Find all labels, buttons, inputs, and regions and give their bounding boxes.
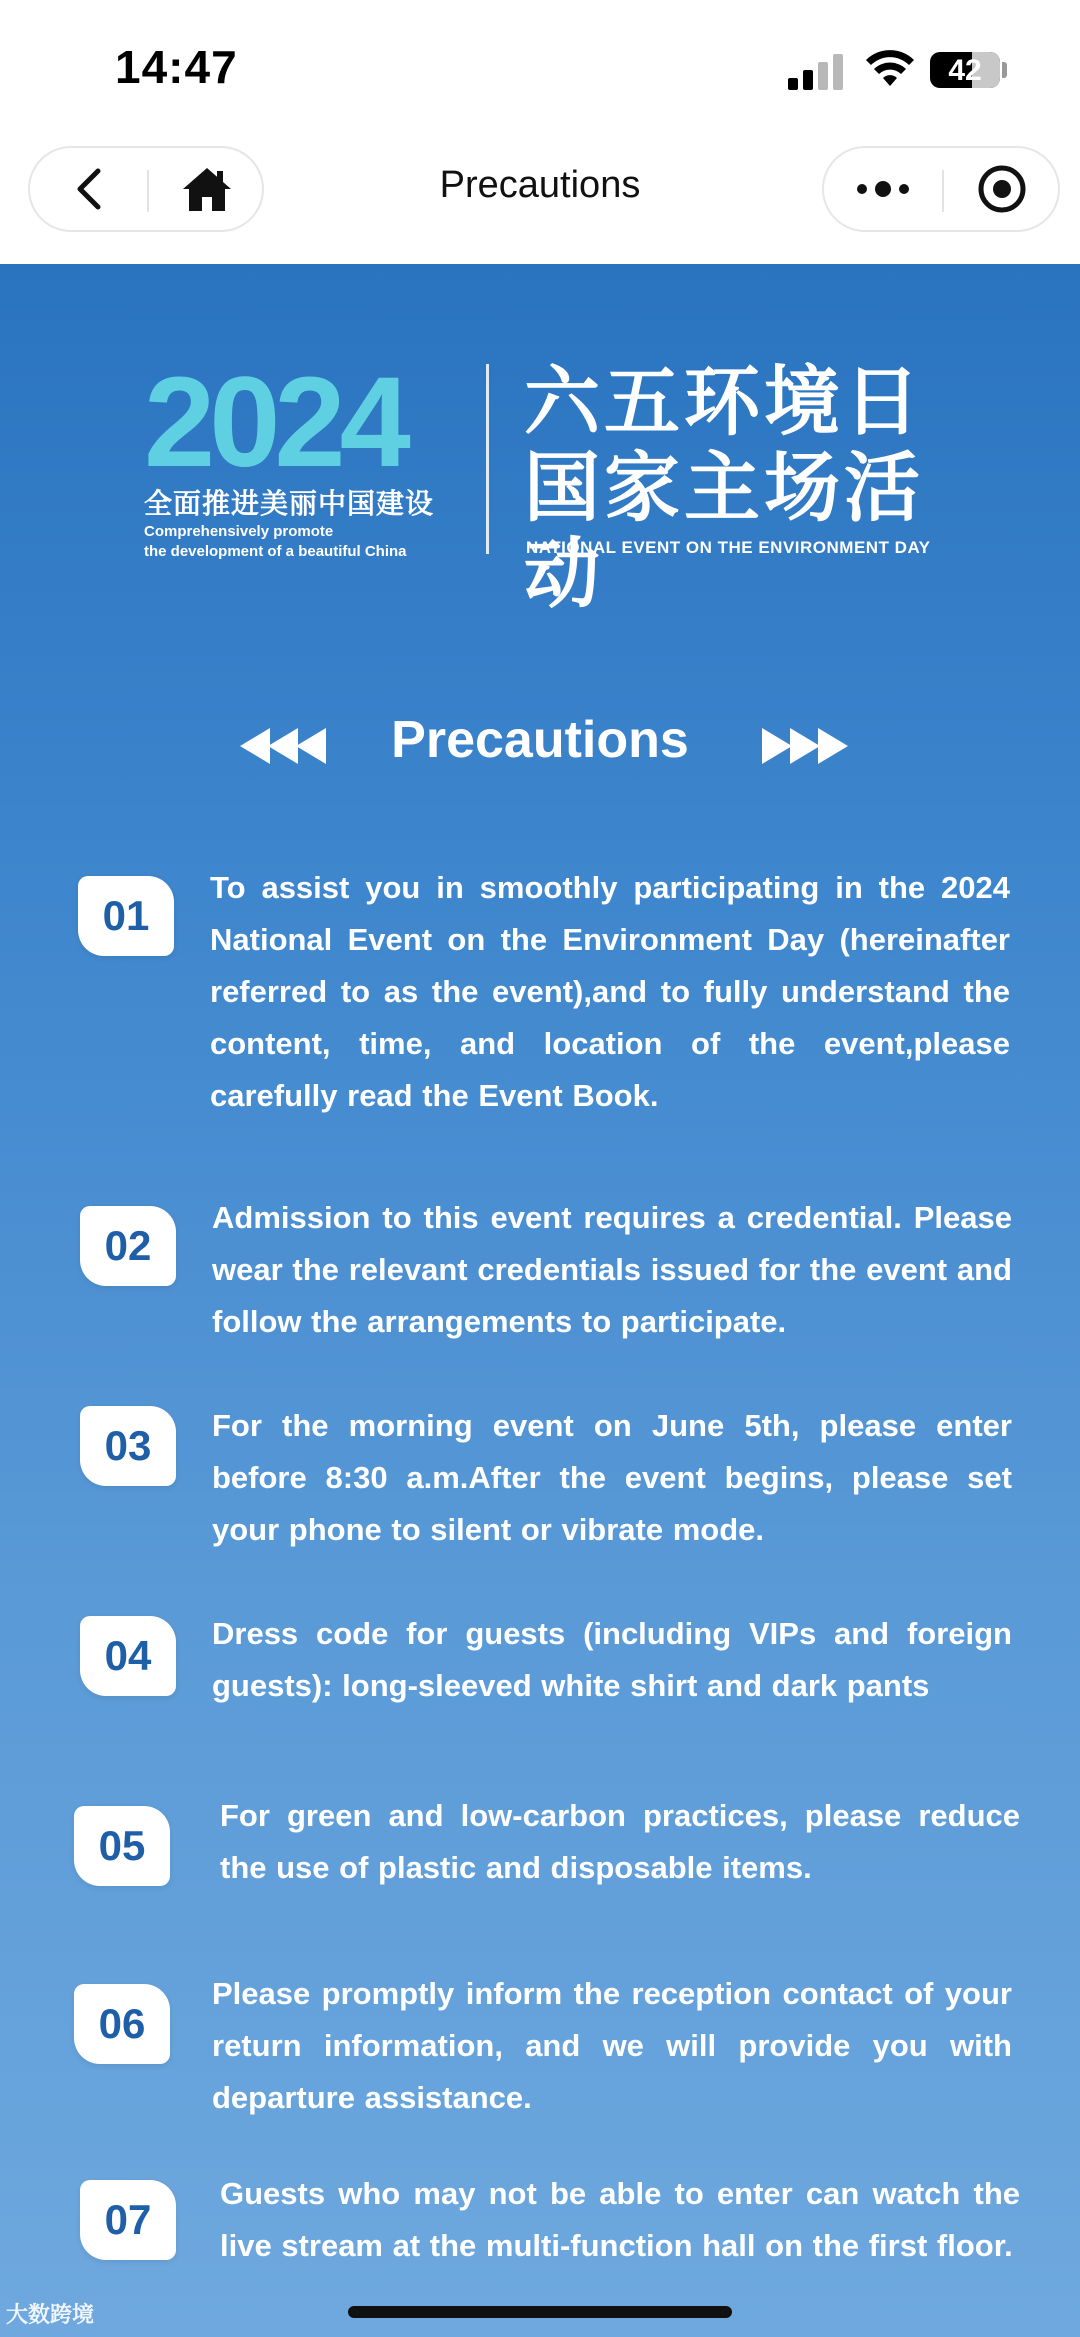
logo-year: 2024 <box>144 351 405 494</box>
item-number-badge: 06 <box>74 1984 170 2064</box>
item-text: For the morning event on June 5th, please enter before 8:30 a.m.After the event begins, please set your phone to silent or vibrate mode. <box>212 1408 1012 1547</box>
logo-title-cn: 六五环境日 国家主场活动 <box>524 360 924 617</box>
battery-level: 42 <box>948 54 982 87</box>
nav-capsule-left <box>28 146 264 232</box>
section-heading <box>0 710 1080 780</box>
item-text: Please promptly inform the reception contact of your return information, and we will provide you with departure assistance. <box>212 1976 1012 2115</box>
logo-slogan-cn: 全面推进美丽中国建设 <box>144 488 435 519</box>
article-content[interactable] <box>0 264 1080 2337</box>
event-logo <box>140 351 960 617</box>
watermark: 大数跨境 <box>6 2302 95 2327</box>
item-number-badge: 05 <box>74 1806 170 1886</box>
status-bar <box>0 0 1080 140</box>
wifi-icon <box>866 50 914 90</box>
nav-capsule-right <box>822 146 1060 232</box>
item-text: To assist you in smoothly participating in the 2024 National Event on the Environment Day (hereinafter referred to as the event),and to fully understand the content, time, and location of the event,please carefully read the Event Book. <box>210 870 1010 1113</box>
item-number-badge: 02 <box>80 1206 176 1286</box>
home-indicator[interactable] <box>348 2306 732 2318</box>
record-circle-icon <box>977 164 1027 214</box>
close-button[interactable] <box>944 148 1060 230</box>
arrows-right-icon <box>758 724 848 768</box>
mini-program-nav-bar <box>0 140 1080 264</box>
logo-title-en: NATIONAL EVENT ON THE ENVIRONMENT DAY <box>526 538 931 557</box>
chevron-left-icon <box>74 167 104 211</box>
home-icon <box>181 165 233 213</box>
home-button[interactable] <box>149 148 264 230</box>
item-text: Dress code for guests (including VIPs and foreign guests): long-sleeved white shirt and dark pants <box>212 1616 1012 1703</box>
more-button[interactable] <box>824 148 942 230</box>
item-number-badge: 07 <box>80 2180 176 2260</box>
status-time: 14:47 <box>115 41 238 93</box>
item-text: Admission to this event requires a credential. Please wear the relevant credentials issued for the event and follow the arrangements to participate. <box>212 1200 1012 1339</box>
logo-divider <box>486 364 489 554</box>
item-number-badge: 01 <box>78 876 174 956</box>
section-title: Precautions <box>391 711 689 769</box>
logo-slogan-en: Comprehensively promote the development of a beautiful China <box>144 523 407 560</box>
item-number-badge: 03 <box>80 1406 176 1486</box>
more-dots-icon <box>857 184 867 194</box>
cellular-signal-icon <box>788 52 844 90</box>
back-button[interactable] <box>30 148 147 230</box>
battery-icon <box>930 52 1000 88</box>
item-text: Guests who may not be able to enter can watch the live stream at the multi-function hall on the first floor. <box>220 2176 1020 2263</box>
battery-nub <box>1002 62 1007 78</box>
page-title: Precautions <box>439 164 641 206</box>
item-text: For green and low-carbon practices, please reduce the use of plastic and disposable items. <box>220 1798 1020 1885</box>
item-number-badge: 04 <box>80 1616 176 1696</box>
